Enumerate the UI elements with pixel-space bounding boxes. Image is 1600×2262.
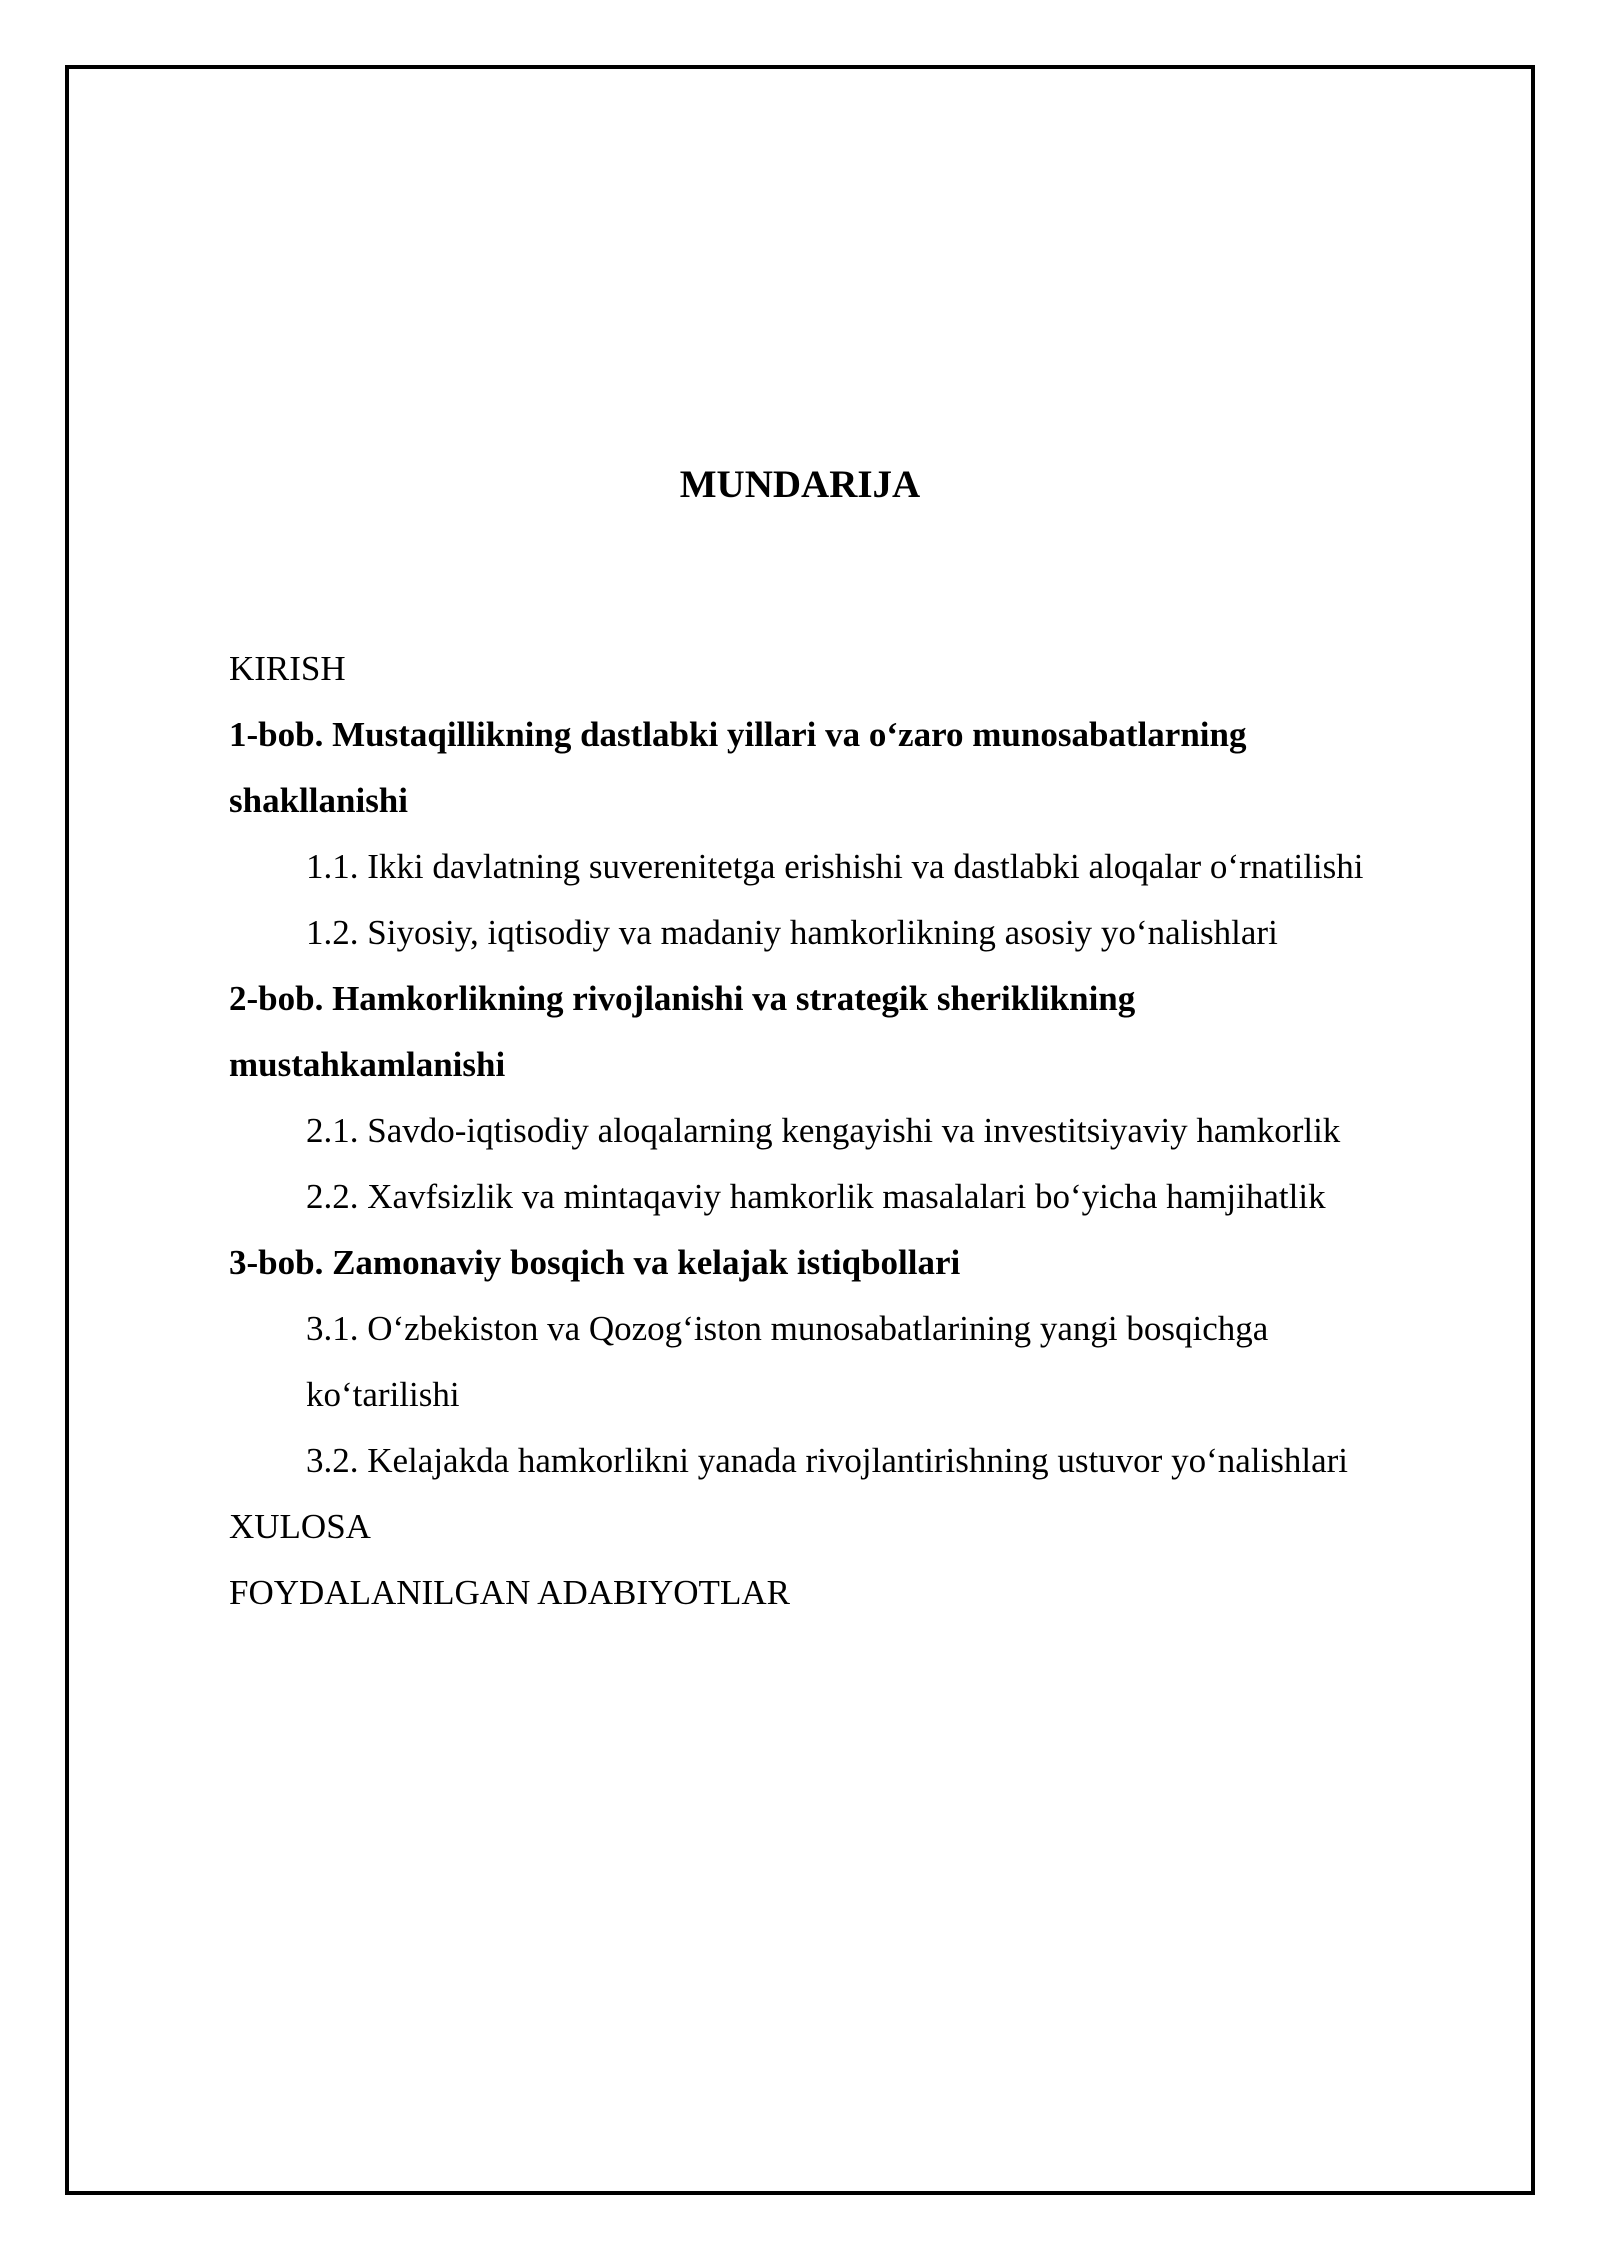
toc-section-2-2: 2.2. Xavfsizlik va mintaqaviy hamkorlik masalalari bo‘yicha hamjihatlik: [306, 1177, 1326, 1216]
page-title: MUNDARIJA: [679, 463, 921, 506]
toc-section-1-1: 1.1. Ikki davlatning suverenitetga erishishi va dastlabki aloqalar o‘rnatilishi: [306, 847, 1364, 886]
toc-section-3-1: 3.1. O‘zbekiston va Qozog‘iston munosabatlarining yangi bosqichga ko‘tarilishi: [306, 1309, 1269, 1414]
toc-section-3-2: 3.2. Kelajakda hamkorlikni yanada rivojlantirishning ustuvor yo‘nalishlari: [306, 1441, 1348, 1480]
toc-chapter-3: 3-bob. Zamonaviy bosqich va kelajak istiqbollari: [229, 1243, 961, 1282]
toc-chapter-2: 2-bob. Hamkorlikning rivojlanishi va strategik sheriklikning mustahkamlanishi: [229, 979, 1136, 1084]
toc-entry-references: FOYDALANILGAN ADABIYOTLAR: [229, 1573, 790, 1612]
toc-entry-introduction: KIRISH: [229, 649, 346, 688]
toc-chapter-1: 1-bob. Mustaqillikning dastlabki yillari va o‘zaro munosabatlarning shakllanishi: [229, 715, 1247, 820]
toc-section-2-1: 2.1. Savdo-iqtisodiy aloqalarning kengayishi va investitsiyaviy hamkorlik: [306, 1111, 1341, 1150]
toc-entry-conclusion: XULOSA: [229, 1507, 371, 1546]
toc-section-1-2: 1.2. Siyosiy, iqtisodiy va madaniy hamkorlikning asosiy yo‘nalishlari: [306, 913, 1278, 952]
table-of-contents: [229, 636, 1489, 1626]
